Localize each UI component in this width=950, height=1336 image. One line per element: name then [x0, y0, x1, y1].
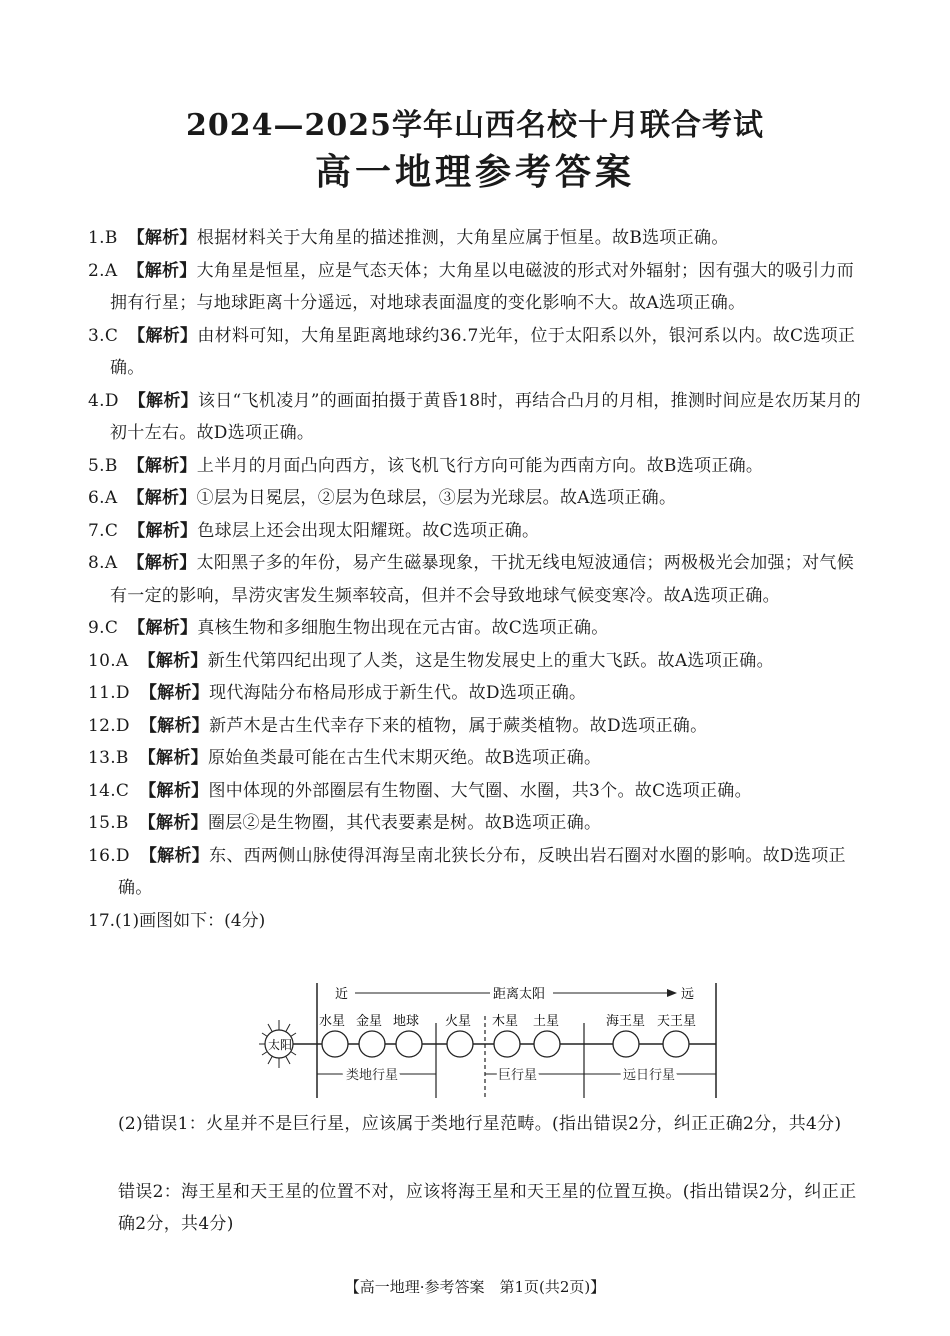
answer-item: 5.B 【解析】上半月的月面凸向西方，该飞机飞行方向可能为西南方向。故B选项正确。: [88, 455, 764, 476]
q17-part3: 错误2：海王星和天王星的位置不对，应该将海王星和天王星的位置互换。(指出错误2分，纠正正确2分，共4分): [118, 1182, 857, 1234]
near-label: 近: [335, 987, 349, 1002]
answer-item: 10.A 【解析】新生代第四纪出现了人类，这是生物发展史上的重大飞跃。故A选项正确。: [88, 650, 774, 671]
q17-part2: (2)错误1：火星并不是巨行星，应该属于类地行星范畴。(指出错误2分，纠正正确2分，共4分): [118, 1114, 842, 1134]
planet-label: 木星: [492, 1014, 519, 1029]
group-giant: 巨行星: [498, 1068, 538, 1083]
planet-label: 火星: [445, 1014, 472, 1029]
answer-item: 9.C 【解析】真核生物和多细胞生物出现在元古宙。故C选项正确。: [88, 618, 609, 638]
planet-mars: [445, 1013, 473, 1057]
answer-item: 6.A 【解析】①层为日冕层，②层为色球层，③层为光球层。故A选项正确。: [88, 488, 677, 508]
planet-earth: [393, 1013, 422, 1057]
answer-item: 3.C 【解析】由材料可知，大角星距离地球约36.7光年，位于太阳系以外，银河系以内。故C选项正确。: [88, 325, 856, 378]
page-footer: 【高一地理·参考答案 第1页(共2页)】: [344, 1278, 606, 1296]
sun-label: 太阳: [268, 1038, 293, 1052]
planet-label: 土星: [533, 1014, 560, 1029]
planet-jupiter: [492, 1013, 520, 1057]
planet-neptune: [606, 1014, 645, 1057]
q17-part1: 17.(1)画图如下：(4分): [88, 910, 266, 931]
answer-list: [88, 222, 866, 937]
answer-item: 13.B 【解析】原始鱼类最可能在古生代末期灭绝。故B选项正确。: [88, 748, 602, 768]
planet-label: 天王星: [657, 1014, 697, 1029]
answer-item: 4.D 【解析】该日“飞机凌月”的画面拍摄于黄昏18时，再结合凸月的月相，推测时间应是农历某月的初十左右。故D选项正确。: [88, 390, 861, 443]
planet-label: 地球: [393, 1014, 420, 1029]
answer-item: 14.C 【解析】图中体现的外部圈层有生物圈、大气圈、水圈，共3个。故C选项正确。: [88, 780, 752, 801]
planet-uranus: [657, 1014, 696, 1057]
answer-item: 8.A 【解析】太阳黑子多的年份，易产生磁暴现象，干扰无线电短波通信；两极极光会加强；对气候有一定的影响，旱涝灾害发生频率较高，但并不会导致地球气候变寒冷。故A选项正确。: [88, 553, 855, 606]
answer-item: 2.A 【解析】大角星是恒星，应是气态天体；大角星以电磁波的形式对外辐射；因有强大的吸引力而拥有行星；与地球距离十分遥远，对地球表面温度的变化影响不大。故A选项正确。: [88, 260, 855, 313]
planet-label: 金星: [356, 1014, 383, 1029]
answer-item: 15.B 【解析】圈层②是生物圈，其代表要素是树。故B选项正确。: [88, 813, 602, 833]
answer-item: 7.C 【解析】色球层上还会出现太阳耀斑。故C选项正确。: [88, 520, 540, 541]
solar-system-diagram: [255, 978, 725, 1103]
answer-item: 1.B 【解析】根据材料关于大角星的描述推测，大角星应属于恒星。故B选项正确。: [88, 228, 729, 248]
far-label: 远: [681, 987, 695, 1002]
planet-venus: [356, 1013, 385, 1057]
planet-saturn: [533, 1013, 560, 1057]
group-distant: 远日行星: [623, 1068, 676, 1083]
planet-mercury: [319, 1013, 348, 1057]
exam-title: 2024—2025学年山西名校十月联合考试: [186, 108, 764, 143]
answer-item: 12.D 【解析】新芦木是古生代幸存下来的植物，属于蕨类植物。故D选项正确。: [88, 715, 708, 736]
planet-label: 海王星: [606, 1014, 646, 1029]
distance-label: 距离太阳: [493, 987, 546, 1002]
group-terrestrial: 类地行星: [346, 1068, 399, 1083]
answer-key-title: 高一地理参考答案: [314, 151, 635, 193]
planet-label: 水星: [319, 1014, 346, 1029]
answer-item: 11.D 【解析】现代海陆分布格局形成于新生代。故D选项正确。: [88, 683, 587, 703]
answer-item: 16.D 【解析】东、西两侧山脉使得洱海呈南北狭长分布，反映出岩石圈对水圈的影响。故D选项正确。: [88, 845, 846, 898]
